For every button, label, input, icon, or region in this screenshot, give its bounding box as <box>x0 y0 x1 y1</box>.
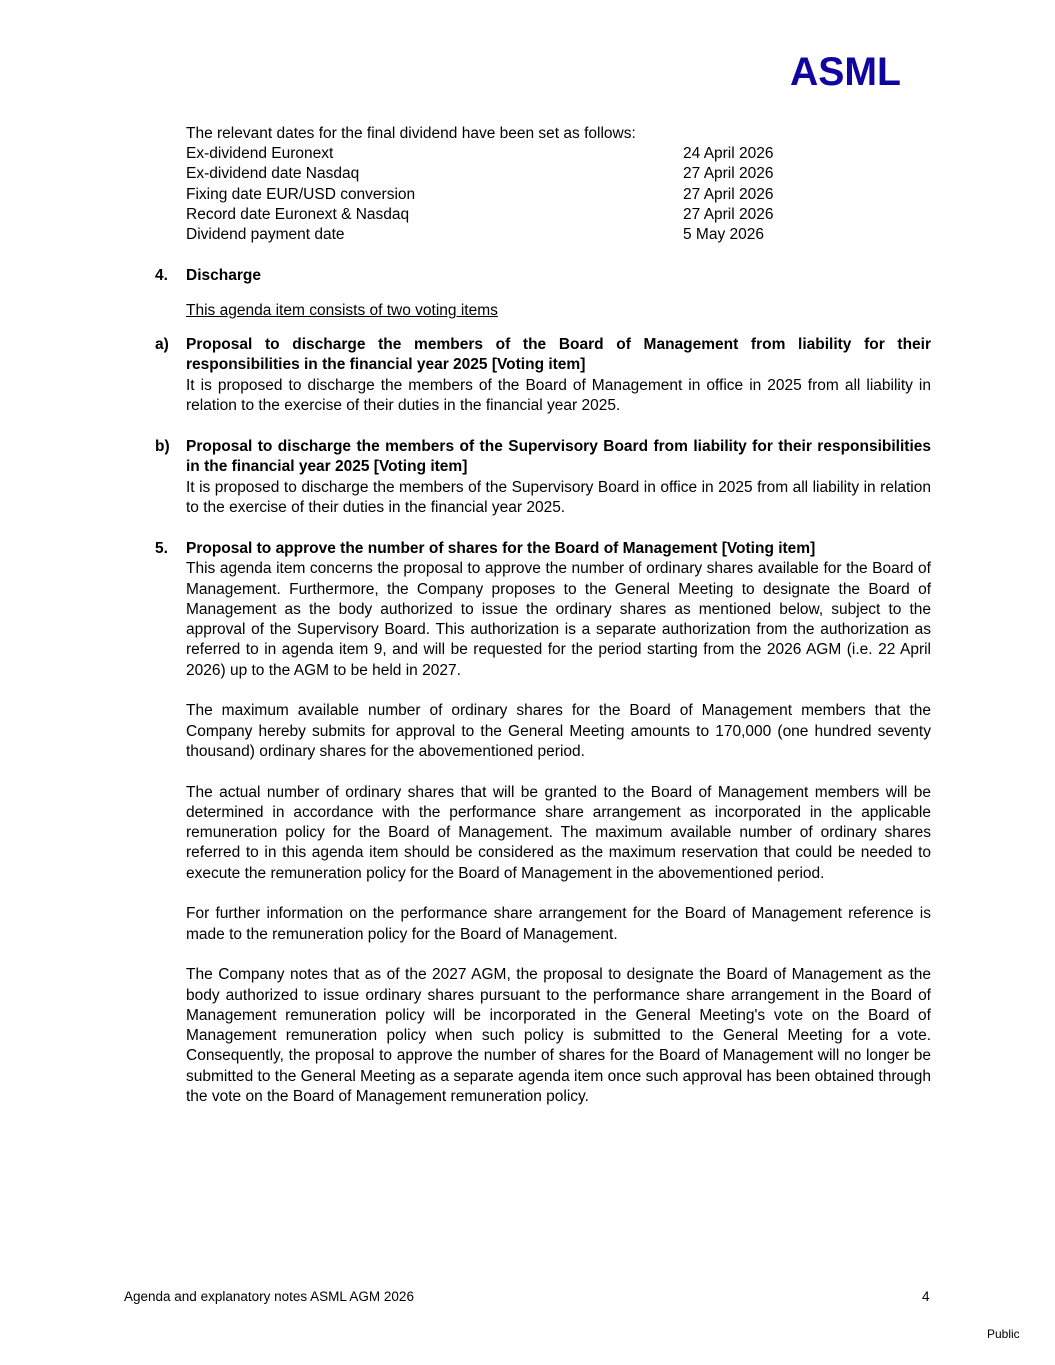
item-number: 4. <box>155 267 168 284</box>
item-paragraph: This agenda item concerns the proposal to approve the number of ordinary shares available for the Board of Management. Furthermore, the Company proposes to the General Meeting to designate the Board of Management as the body authorized to issue the ordinary shares as mentioned below, subject to the approval of the Supervisory Board. This authorization is a separate authorization from the authorization as referred to in agenda item 9, and will be requested for the period starting from the 2026 AGM (i.e. 22 April 2026) up to the AGM to be held in 2027. <box>186 560 931 679</box>
sub-item-title: Proposal to discharge the members of the Board of Management from liability for their responsibilities in the financial year 2025 [Voting item] <box>186 336 931 374</box>
sub-item-label: b) <box>155 438 170 455</box>
date-row <box>186 185 931 205</box>
item-paragraph: The Company notes that as of the 2027 AGM, the proposal to designate the Board of Management as the body authorized to issue ordinary shares pursuant to the performance share arrangement in the Board of Management remuneration policy will be incorporated in the General Meeting's vote on the Board of Management remuneration policy when such policy is submitted to the General Meeting for a vote. Consequently, the proposal to approve the number of shares for the Board of Management will no longer be submitted to the General Meeting as a separate agenda item once such approval has been obtained through the vote on the Board of Management remuneration policy. <box>186 966 931 1106</box>
page-number: 4 <box>922 1289 930 1304</box>
date-label: Ex-dividend Euronext <box>186 145 334 162</box>
item-paragraph: The maximum available number of ordinary shares for the Board of Management members that the Company hereby submits for approval to the General Meeting amounts to 170,000 (one hundred seventy thousand) ordinary shares for the abovementioned period. <box>186 702 931 760</box>
item-title: Discharge <box>186 267 261 284</box>
item-4-note-block <box>155 301 931 321</box>
date-row <box>186 144 931 164</box>
date-value: 27 April 2026 <box>683 165 774 183</box>
date-value: 5 May 2026 <box>683 226 764 244</box>
item-title: Proposal to approve the number of shares for the Board of Management [Voting item] <box>186 540 816 557</box>
item-paragraph: For further information on the performance share arrangement for the Board of Management reference is made to the remuneration policy for the Board of Management. <box>186 905 931 943</box>
sub-item-title: Proposal to discharge the members of the Supervisory Board from liability for their responsibilities in the financial year 2025 [Voting item] <box>186 438 931 476</box>
date-value: 24 April 2026 <box>683 145 774 162</box>
date-value: 27 April 2026 <box>683 185 774 203</box>
date-label: Ex-dividend date Nasdaq <box>186 165 360 183</box>
sub-item-text: It is proposed to discharge the members of the Supervisory Board in office in 2025 from all liability in relation to the exercise of their duties in the financial year 2025. <box>186 478 931 516</box>
agenda-item-4b <box>155 437 931 518</box>
date-row <box>186 164 931 184</box>
item-paragraph: The actual number of ordinary shares that will be granted to the Board of Management members will be determined in accordance with the performance share arrangement as incorporated in the applicable remuneration policy for the Board of Management. The maximum available number of ordinary shares referred to in this agenda item should be considered as the maximum reservation that could be needed to execute the remuneration policy for the Board of Management in the abovementioned period. <box>186 783 931 882</box>
date-row <box>186 205 931 225</box>
date-row <box>186 225 931 245</box>
dividend-intro: The relevant dates for the final dividend have been set as follows: <box>186 125 636 142</box>
date-label: Dividend payment date <box>186 226 345 244</box>
footer-title: Agenda and explanatory notes ASML AGM 2026 <box>124 1289 414 1304</box>
dividend-dates-table <box>186 144 931 245</box>
agenda-item-4 <box>155 266 931 286</box>
item-number: 5. <box>155 540 168 557</box>
agenda-item-5 <box>155 539 931 1107</box>
date-label: Fixing date EUR/USD conversion <box>186 185 416 203</box>
logo-text: ASML <box>790 52 901 88</box>
item-note: This agenda item consists of two voting items <box>186 302 498 319</box>
classification-label: Public <box>987 1327 1020 1341</box>
asml-logo <box>790 52 902 88</box>
date-value: 27 April 2026 <box>683 205 774 223</box>
sub-item-text: It is proposed to discharge the members of the Board of Management in office in 2025 from all liability in relation to the exercise of their duties in the financial year 2025. <box>186 376 931 414</box>
agenda-item-4a <box>155 335 931 416</box>
sub-item-label: a) <box>155 336 169 353</box>
date-label: Record date Euronext & Nasdaq <box>186 205 410 223</box>
